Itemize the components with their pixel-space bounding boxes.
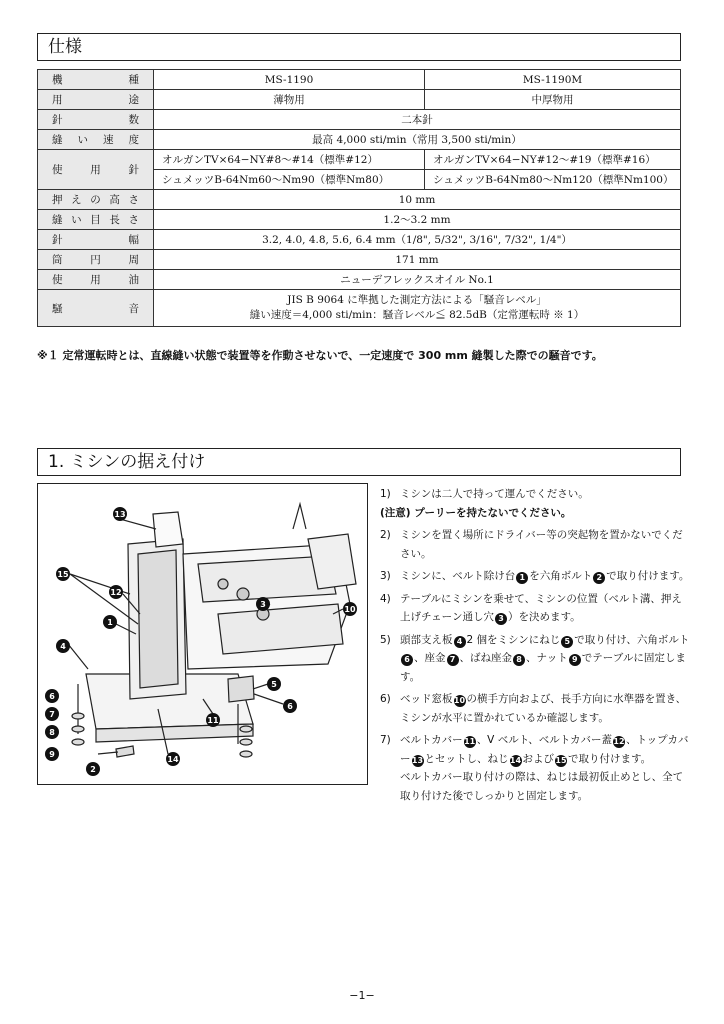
cylinder-cell: 171 mm bbox=[154, 250, 681, 270]
step-text: および bbox=[522, 752, 554, 765]
step-number: 7) bbox=[380, 734, 391, 746]
callout-12 bbox=[109, 585, 123, 599]
step-text: ベルトカバー bbox=[400, 734, 463, 746]
step-2 bbox=[380, 526, 690, 563]
step-text: 頭部支え板 bbox=[400, 633, 453, 646]
step-text: の横手方向および、長手方向に水準器を置き、ミシンが水平に置かれているか確認します。 bbox=[400, 693, 687, 724]
svg-text:1: 1 bbox=[107, 618, 113, 627]
callout-7 bbox=[45, 707, 59, 721]
table-row bbox=[38, 290, 681, 327]
part-number-badge: 4 bbox=[454, 636, 466, 648]
svg-text:9: 9 bbox=[49, 750, 55, 759]
table-row bbox=[38, 130, 681, 150]
step-number: 6) bbox=[380, 693, 391, 705]
setup-section-title: 1. ミシンの据え付け bbox=[37, 448, 681, 476]
table-row bbox=[38, 90, 681, 110]
machine-installation-figure bbox=[37, 483, 368, 785]
svg-text:2: 2 bbox=[90, 765, 96, 774]
step-1 bbox=[380, 485, 690, 504]
step-text: を六角ボルト bbox=[529, 570, 593, 582]
callout-10 bbox=[343, 602, 357, 616]
page-number: −1− bbox=[349, 989, 375, 1002]
callout-13 bbox=[113, 507, 127, 521]
model-b-cell: MS-1190M bbox=[425, 70, 681, 90]
step-number: 4) bbox=[380, 592, 391, 605]
svg-text:5: 5 bbox=[271, 680, 277, 689]
part-number-badge: 6 bbox=[401, 654, 413, 666]
callout-6 bbox=[45, 689, 59, 703]
callout-4 bbox=[56, 639, 70, 653]
row-label: 騒 音 bbox=[38, 290, 154, 327]
callout-3 bbox=[256, 597, 270, 611]
part-number-badge: 1 bbox=[516, 572, 528, 584]
step-text: で取り付け、六角ボルト bbox=[574, 633, 690, 646]
svg-text:12: 12 bbox=[110, 588, 122, 597]
svg-text:10: 10 bbox=[344, 605, 356, 614]
spec-footnote: ※１ 定常運転時とは、直線縫い状態で装置等を作動させないで、一定速度で 300 mm 縫製した際での騒音です。 bbox=[37, 349, 603, 362]
svg-text:7: 7 bbox=[49, 710, 55, 719]
step-5 bbox=[380, 631, 690, 687]
svg-text:11: 11 bbox=[207, 716, 219, 725]
callout-14 bbox=[166, 752, 180, 766]
row-label: 縫い速度 bbox=[38, 130, 154, 150]
part-number-badge: 15 bbox=[555, 755, 567, 765]
table-row bbox=[38, 150, 681, 170]
step-text: 、トップカバー bbox=[400, 734, 689, 765]
step-text: ミシンに、ベルト除け台 bbox=[400, 570, 516, 582]
svg-text:3: 3 bbox=[260, 600, 266, 609]
part-number-badge: 11 bbox=[464, 737, 476, 746]
needle-b2-cell: シュメッツB-64Nm80〜Nm120（標準Nm100） bbox=[425, 170, 681, 190]
row-label: 押えの高さ bbox=[38, 190, 154, 210]
model-a-cell: MS-1190 bbox=[154, 70, 425, 90]
speed-cell: 最高 4,000 sti/min（常用 3,500 sti/min） bbox=[154, 130, 681, 150]
svg-text:13: 13 bbox=[114, 510, 126, 519]
table-row bbox=[38, 230, 681, 250]
step-text: ベッド窓板 bbox=[400, 693, 453, 705]
table-row bbox=[38, 110, 681, 130]
svg-text:6: 6 bbox=[287, 702, 293, 711]
step-number: 3) bbox=[380, 570, 391, 582]
svg-text:8: 8 bbox=[49, 728, 55, 737]
presser-height-cell: 10 mm bbox=[154, 190, 681, 210]
callout-5 bbox=[267, 677, 281, 691]
spec-table bbox=[37, 69, 681, 327]
step-text: テーブルにミシンを乗せて、ミシンの位置（ベルト溝、押え上げチェーン通し穴 bbox=[400, 592, 682, 623]
table-row bbox=[38, 250, 681, 270]
step-text: とセットし、ねじ bbox=[424, 752, 509, 765]
callout-6b bbox=[283, 699, 297, 713]
step-text: ）を決めます。 bbox=[507, 611, 581, 623]
callout-11 bbox=[206, 713, 220, 727]
part-number-badge: 2 bbox=[593, 572, 605, 584]
oil-cell: ニューデフレックスオイル No.1 bbox=[154, 270, 681, 290]
row-label: 筒円周 bbox=[38, 250, 154, 270]
caution-text: (注意) プーリーを持たないでください。 bbox=[380, 506, 572, 519]
row-label: 用 途 bbox=[38, 90, 154, 110]
part-number-badge: 9 bbox=[569, 654, 581, 666]
step-note: ベルトカバー取り付けの際は、ねじは最初仮止めとし、全て取り付けた後でしっかりと固定します。 bbox=[400, 771, 684, 802]
table-row bbox=[38, 210, 681, 230]
row-label: 針 数 bbox=[38, 110, 154, 130]
part-number-badge: 12 bbox=[613, 737, 625, 746]
step-text: 2 個をミシンにねじ bbox=[466, 633, 561, 646]
table-row bbox=[38, 190, 681, 210]
step-text: ミシンは二人で持って運んでください。 bbox=[400, 488, 589, 500]
callout-1 bbox=[103, 615, 117, 629]
svg-text:15: 15 bbox=[57, 570, 69, 579]
step-text: 、座金 bbox=[414, 652, 446, 664]
step-caution bbox=[380, 504, 690, 523]
callout-8 bbox=[45, 725, 59, 739]
needle-a2-cell: シュメッツB-64Nm60〜Nm90（標準Nm80） bbox=[154, 170, 425, 190]
needle-gauge-cell: 3.2, 4.0, 4.8, 5.6, 6.4 mm（1/8", 5/32", 3/16", 7/32", 1/4"） bbox=[154, 230, 681, 250]
noise-cell bbox=[154, 290, 681, 327]
part-number-badge: 14 bbox=[509, 755, 522, 765]
step-number: 2) bbox=[380, 529, 391, 541]
step-text: で取り付けます。 bbox=[606, 570, 690, 582]
row-label: 針 幅 bbox=[38, 230, 154, 250]
step-3 bbox=[380, 567, 690, 586]
usage-b-cell: 中厚物用 bbox=[425, 90, 681, 110]
needle-b1-cell: オルガンTV×64−NY#12〜#19（標準#16） bbox=[425, 150, 681, 170]
row-label: 使用針 bbox=[38, 150, 154, 190]
spec-section-title: 仕様 bbox=[37, 33, 681, 61]
step-4 bbox=[380, 590, 690, 627]
callout-9 bbox=[45, 747, 59, 761]
step-text: でテーブルに固定します。 bbox=[400, 652, 686, 683]
step-text: で取り付けます。 bbox=[568, 752, 652, 765]
usage-a-cell: 薄物用 bbox=[154, 90, 425, 110]
step-7 bbox=[380, 731, 690, 805]
table-row bbox=[38, 270, 681, 290]
step-6 bbox=[380, 690, 690, 727]
row-label: 使用油 bbox=[38, 270, 154, 290]
part-number-badge: 10 bbox=[453, 696, 466, 705]
noise-line-1: JIS B 9064 に準拠した測定方法による「騒音レベル」 bbox=[287, 294, 547, 306]
row-label: 機 種 bbox=[38, 70, 154, 90]
sewing-machine-illustration bbox=[38, 484, 368, 785]
callout-2 bbox=[86, 762, 100, 776]
needles-count-cell: 二本針 bbox=[154, 110, 681, 130]
noise-line-2: 縫い速度＝4,000 sti/min：騒音レベル≦ 82.5dB（定常運転時 ※ 1） bbox=[249, 309, 585, 321]
table-row bbox=[38, 70, 681, 90]
svg-text:4: 4 bbox=[60, 642, 66, 651]
step-text: 、ナット bbox=[526, 652, 568, 664]
installation-steps bbox=[380, 485, 690, 809]
needle-a1-cell: オルガンTV×64−NY#8〜#14（標準#12） bbox=[154, 150, 425, 170]
step-text: 、V ベルト、ベルトカバー蓋 bbox=[476, 734, 612, 746]
row-label: 縫い目長さ bbox=[38, 210, 154, 230]
part-number-badge: 13 bbox=[411, 755, 424, 765]
part-number-badge: 8 bbox=[513, 654, 525, 666]
stitch-length-cell: 1.2〜3.2 mm bbox=[154, 210, 681, 230]
svg-text:6: 6 bbox=[49, 692, 55, 701]
part-number-badge: 3 bbox=[495, 613, 507, 625]
svg-text:14: 14 bbox=[167, 755, 179, 764]
callout-15 bbox=[56, 567, 70, 581]
part-number-badge: 5 bbox=[561, 636, 573, 648]
part-number-badge: 7 bbox=[447, 654, 459, 666]
step-text: 、ばね座金 bbox=[459, 652, 512, 664]
step-number: 1) bbox=[380, 488, 391, 500]
step-number: 5) bbox=[380, 633, 391, 646]
step-text: ミシンを置く場所にドライバー等の突起物を置かないでください。 bbox=[400, 529, 683, 560]
